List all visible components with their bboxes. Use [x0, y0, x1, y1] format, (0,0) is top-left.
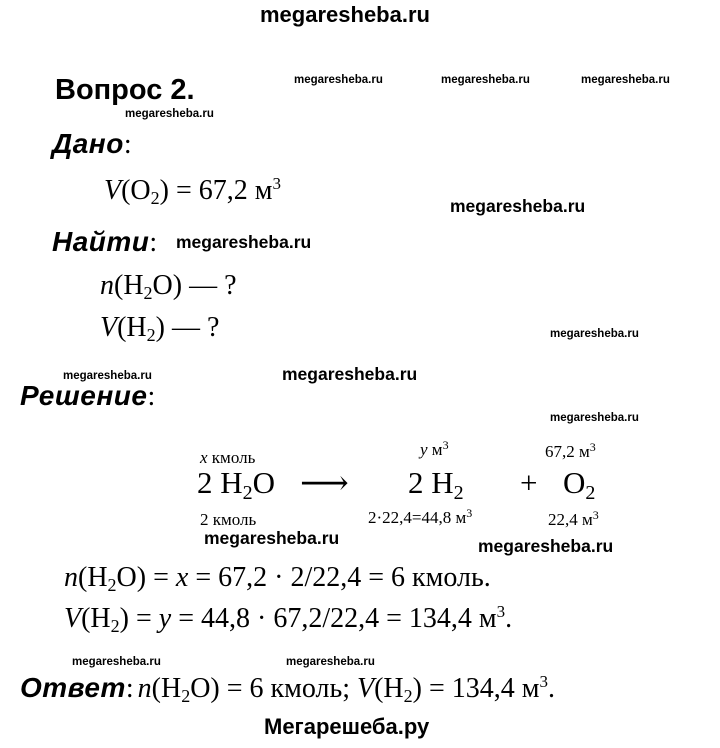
subscript: 2 [585, 482, 596, 504]
var-x: x [200, 448, 208, 467]
formula-part: 2 H [197, 465, 243, 500]
formula-part: = 44,8 · 67,2/22,4 = 134,4 м [171, 603, 497, 634]
subscript: 2 [150, 188, 160, 208]
watermark: megaresheba.ru [294, 74, 383, 86]
formula-part: 2 H [408, 465, 454, 500]
given-heading [52, 128, 132, 161]
subscript: 2 [146, 325, 156, 345]
formula-part: (H [78, 562, 108, 593]
subscript: 2 [242, 482, 253, 504]
superscript: 3 [539, 672, 548, 691]
formula-part: . [505, 603, 513, 634]
formula-part: (O [121, 175, 151, 206]
symbol-n: n [64, 562, 78, 593]
watermark-bottom-logo: Мегарешеба.ру [264, 714, 430, 739]
find-colon: : [149, 227, 158, 258]
calc-volume-h2 [64, 603, 512, 635]
formula-part: ) = 134,4 м [412, 673, 540, 704]
solution-heading [20, 380, 155, 413]
watermark: megaresheba.ru [550, 412, 639, 424]
formula-part: O) = 6 кмоль; [190, 673, 357, 704]
superscript: 3 [592, 508, 599, 522]
answer-values [138, 673, 555, 704]
reaction-arrow-icon: ⟶ [300, 465, 349, 502]
watermark: megaresheba.ru [125, 108, 214, 120]
reaction-plus: + [520, 465, 538, 500]
watermark: megaresheba.ru [550, 328, 639, 340]
unit: кмоль [207, 448, 256, 467]
var-x: x [175, 562, 189, 593]
watermark: megaresheba.ru [441, 74, 530, 86]
var-y: y [158, 603, 172, 634]
symbol-n: n [137, 673, 152, 704]
reaction-h2 [408, 465, 464, 504]
subscript: 2 [403, 686, 413, 706]
reaction-below-h2 [368, 508, 472, 528]
given-label: Дано [52, 128, 124, 159]
question-title: Вопрос 2. [55, 74, 195, 106]
superscript: 3 [466, 506, 473, 520]
formula-part: ) — ? [155, 312, 220, 343]
watermark: megaresheba.ru [176, 232, 312, 252]
formula-part: (H [374, 673, 404, 704]
superscript: 3 [272, 174, 281, 193]
formula-part: O [563, 465, 586, 500]
watermark: megaresheba.ru [478, 536, 614, 556]
superscript: 3 [496, 602, 506, 621]
given-volume-o2 [104, 175, 281, 207]
watermark: megaresheba.ru [204, 528, 340, 548]
watermark: megaresheba.ru [581, 74, 670, 86]
formula-part: O) = [116, 562, 176, 593]
reaction-above-h2 [420, 440, 449, 460]
solution-colon: : [147, 381, 156, 412]
answer-label: Ответ [20, 672, 126, 703]
watermark: megaresheba.ru [282, 364, 418, 384]
answer-line [20, 672, 555, 705]
value: 22,4 м [548, 510, 593, 529]
unit: м [427, 440, 443, 459]
symbol-n: n [100, 270, 114, 301]
formula-part: (H [151, 673, 182, 704]
var-y: y [420, 440, 428, 459]
value: 67,2 м [545, 442, 590, 461]
subscript: 2 [181, 686, 191, 706]
watermark: megaresheba.ru [72, 656, 161, 668]
subscript: 2 [107, 575, 117, 595]
find-heading [52, 226, 157, 259]
given-colon: : [123, 129, 132, 160]
find-label: Найти [52, 226, 150, 257]
symbol-v: V [357, 673, 375, 704]
calc-amount-water [64, 562, 491, 594]
formula-part: (H [114, 270, 144, 301]
subscript: 2 [143, 283, 153, 303]
find-volume-h2 [100, 312, 219, 344]
reaction-below-water: 2 кмоль [200, 510, 257, 529]
symbol-v: V [100, 312, 118, 343]
formula-part: (H [81, 603, 111, 634]
reaction-o2 [563, 465, 596, 504]
watermark: megaresheba.ru [450, 196, 586, 216]
subscript: 2 [453, 482, 464, 504]
formula-part: O [252, 465, 276, 500]
symbol-v: V [64, 603, 82, 634]
formula-part: (H [117, 312, 147, 343]
answer-colon: : [125, 673, 134, 704]
superscript: 3 [589, 440, 596, 454]
reaction-water [197, 465, 276, 504]
superscript: 3 [442, 438, 449, 452]
symbol-v: V [104, 175, 122, 206]
formula-part: ) = [119, 603, 159, 634]
formula-part: = 67,2 · 2/22,4 = 6 кмоль. [188, 562, 491, 593]
formula-part: ) = 67,2 м [159, 175, 273, 206]
value: 2·22,4=44,8 м [368, 508, 467, 527]
solution-label: Решение [20, 380, 148, 411]
subscript: 2 [110, 616, 120, 636]
watermark-top: megaresheba.ru [260, 2, 430, 27]
formula-part: . [548, 673, 555, 704]
watermark: megaresheba.ru [63, 370, 152, 382]
reaction-below-o2 [548, 510, 599, 530]
find-amount-water [100, 270, 237, 302]
watermark: megaresheba.ru [286, 656, 375, 668]
formula-part: O) — ? [152, 270, 237, 301]
reaction-above-o2 [545, 442, 596, 462]
